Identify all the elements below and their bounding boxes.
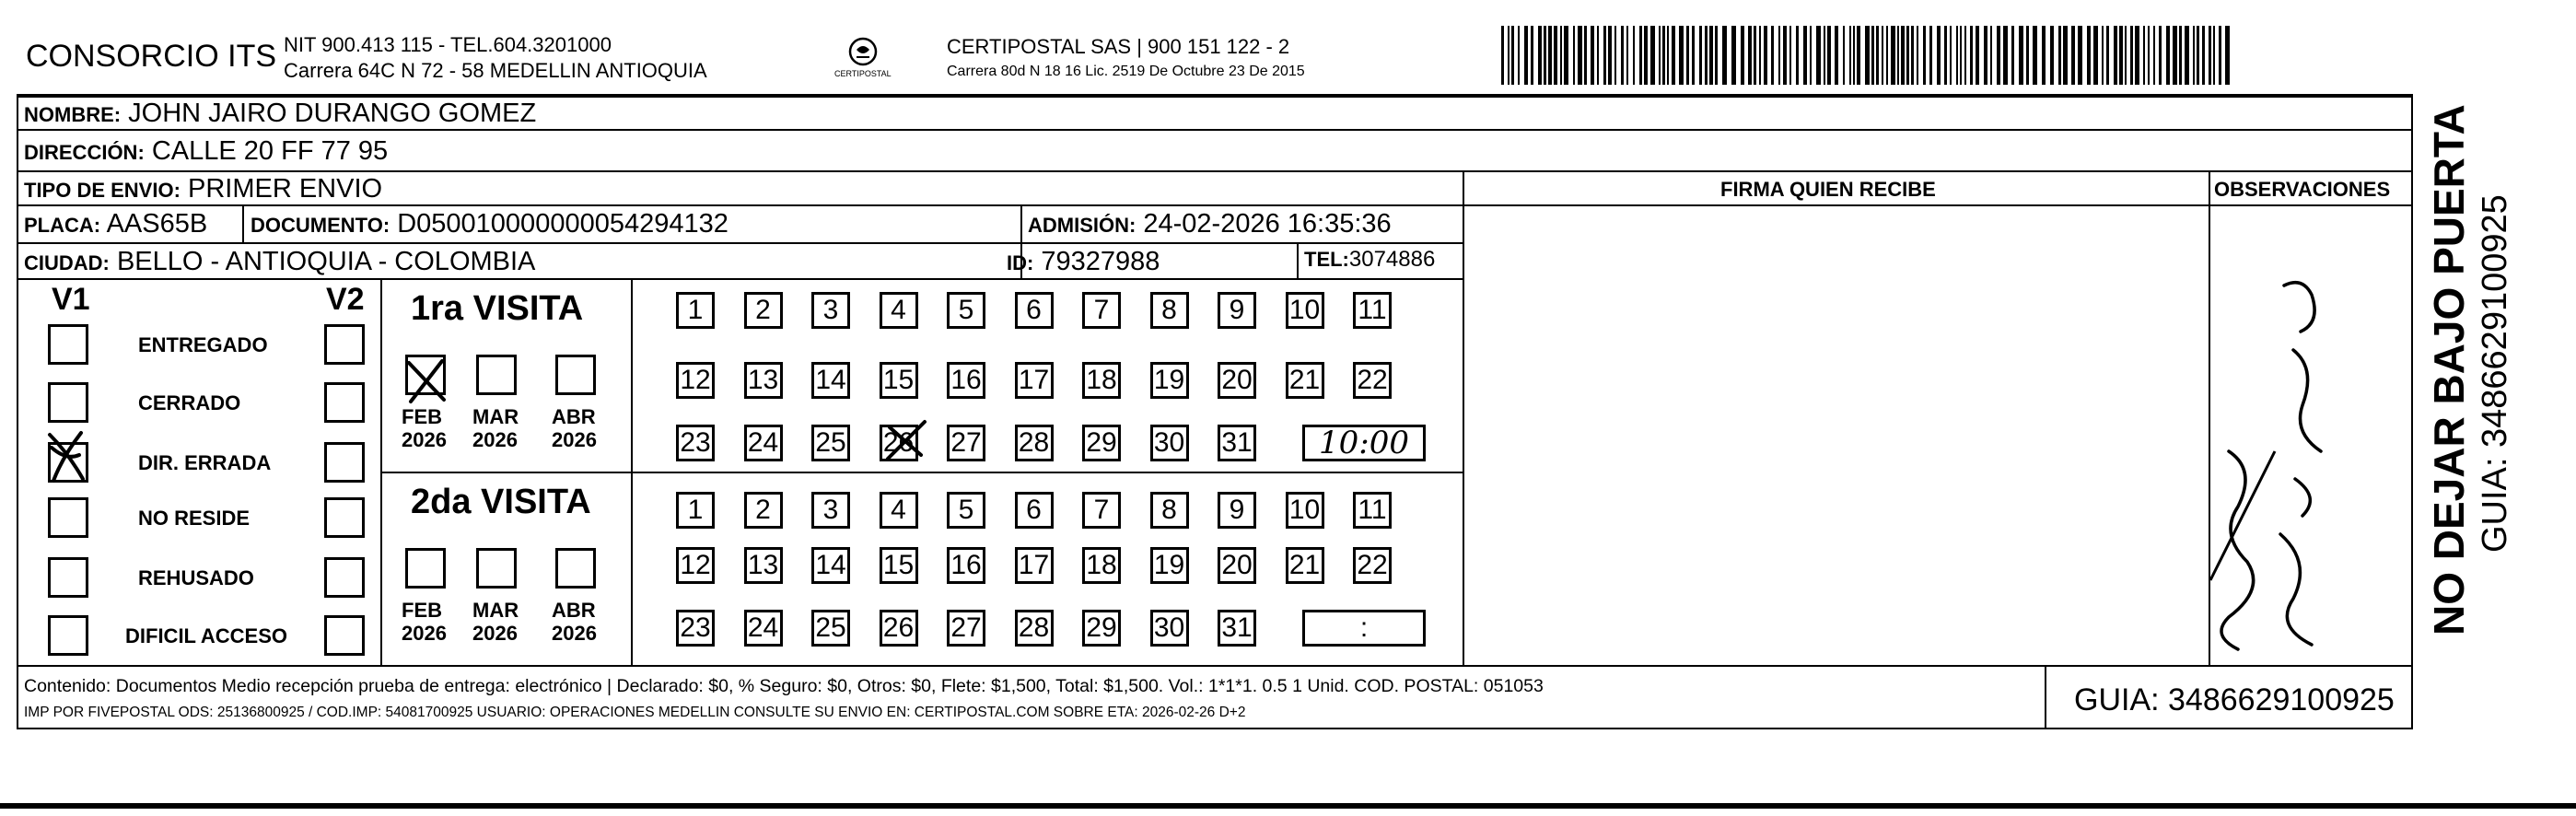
- placa-label: PLACA:: [24, 214, 101, 237]
- day-box[interactable]: 27: [947, 425, 985, 461]
- tipo-row: [24, 176, 382, 203]
- company-name: CONSORCIO ITS: [26, 39, 277, 74]
- day-box[interactable]: 7: [1082, 492, 1121, 529]
- signature: [2192, 267, 2376, 654]
- day-box[interactable]: 26: [880, 610, 918, 647]
- v1-checkbox[interactable]: [48, 382, 88, 423]
- day-box[interactable]: 31: [1218, 610, 1256, 647]
- time-box[interactable]: :: [1302, 610, 1426, 647]
- left-border: [17, 94, 18, 729]
- month-checkbox[interactable]: [476, 355, 517, 395]
- firma-header: FIRMA QUIEN RECIBE: [1720, 178, 1936, 201]
- tel-row: [1304, 249, 1435, 271]
- certipostal-logo: [831, 35, 895, 81]
- ciudad-value: BELLO - ANTIOQUIA - COLOMBIA: [116, 247, 536, 276]
- month-name: MAR: [472, 599, 519, 622]
- day-box[interactable]: 6: [1015, 292, 1054, 329]
- day-box[interactable]: 30: [1150, 425, 1189, 461]
- day-box[interactable]: 10: [1286, 492, 1324, 529]
- month-name: MAR: [472, 405, 519, 428]
- day-26-cross-mark: [884, 418, 928, 464]
- cut-line: [0, 803, 2576, 809]
- tipo-value: PRIMER ENVIO: [187, 174, 383, 204]
- side-title: NO DEJAR BAJO PUERTA: [2425, 104, 2473, 635]
- nombre-value: JOHN JAIRO DURANGO GOMEZ: [128, 99, 537, 128]
- month-year: 2026: [552, 428, 597, 451]
- v2-checkbox[interactable]: [324, 442, 365, 483]
- day-box[interactable]: 24: [744, 425, 783, 461]
- v2-checkbox[interactable]: [324, 324, 365, 365]
- id-row: [1007, 249, 1160, 275]
- barcode: [1501, 26, 2233, 85]
- second-visit-title: 2da VISITA: [411, 483, 591, 521]
- month-year: 2026: [472, 622, 518, 645]
- documento-value: D050010000000054294132: [397, 209, 729, 239]
- tipo-label: TIPO DE ENVIO:: [24, 179, 181, 202]
- status-label: REHUSADO: [138, 566, 254, 589]
- placa-value: AAS65B: [106, 209, 208, 239]
- day-box[interactable]: 28: [1015, 610, 1054, 647]
- time-box-handwritten[interactable]: 10:00: [1302, 425, 1426, 461]
- v2-checkbox[interactable]: [324, 557, 365, 598]
- day-box[interactable]: 13: [744, 362, 783, 399]
- v2-checkbox[interactable]: [324, 497, 365, 538]
- status-label: CERRADO: [138, 391, 241, 414]
- day-box[interactable]: 23: [676, 610, 715, 647]
- right-border: [2411, 94, 2413, 729]
- day-box[interactable]: 20: [1218, 362, 1256, 399]
- footer-line1: Contenido: Documentos Medio recepción prueba de entrega: electrónico | Declarado: $0, % Seguro: $0, Otros: $0, Flete: $1,500, Total: $1,500. Vol.: 1*1*1. 0.5 1 Unid. COD. POSTAL: 051053: [24, 676, 1544, 696]
- ciudad-row: [24, 249, 535, 275]
- id-value: 79327988: [1041, 247, 1160, 276]
- day-box[interactable]: 30: [1150, 610, 1189, 647]
- direccion-value: CALLE 20 FF 77 95: [151, 136, 389, 166]
- day-box[interactable]: 5: [947, 292, 985, 329]
- month-year: 2026: [402, 428, 447, 451]
- day-box[interactable]: 15: [880, 547, 918, 584]
- day-box[interactable]: 11: [1353, 292, 1392, 329]
- day-box[interactable]: 21: [1286, 362, 1324, 399]
- company-nit-tel: NIT 900.413 115 - TEL.604.3201000: [284, 33, 612, 56]
- day-box[interactable]: 13: [744, 547, 783, 584]
- documento-row: [251, 211, 729, 238]
- placa-row: [24, 211, 207, 238]
- v1-label: V1: [52, 282, 90, 317]
- observaciones-header: OBSERVACIONES: [2214, 178, 2391, 201]
- day-box[interactable]: 25: [811, 425, 850, 461]
- day-box[interactable]: 16: [947, 362, 985, 399]
- month-name: FEB: [402, 405, 442, 428]
- day-box[interactable]: 25: [811, 610, 850, 647]
- day-box[interactable]: 15: [880, 362, 918, 399]
- day-box[interactable]: 23: [676, 425, 715, 461]
- first-visit-title: 1ra VISITA: [411, 289, 584, 328]
- status-label: DIFICIL ACCESO: [125, 624, 288, 647]
- admision-label: ADMISIÓN:: [1028, 214, 1136, 237]
- day-box[interactable]: 29: [1082, 425, 1121, 461]
- month-name: ABR: [552, 405, 596, 428]
- month-year: 2026: [472, 428, 518, 451]
- certipostal-line1: CERTIPOSTAL SAS | 900 151 122 - 2: [947, 35, 1290, 58]
- month-name: FEB: [402, 599, 442, 622]
- v2-label: V2: [326, 282, 365, 317]
- day-box[interactable]: 16: [947, 547, 985, 584]
- v2-checkbox[interactable]: [324, 615, 365, 656]
- day-box[interactable]: 12: [676, 547, 715, 584]
- month-year: 2026: [552, 622, 597, 645]
- v1-checkbox[interactable]: [48, 557, 88, 598]
- day-box[interactable]: 1: [676, 292, 715, 329]
- status-label: ENTREGADO: [138, 333, 268, 356]
- day-box[interactable]: 17: [1015, 547, 1054, 584]
- id-label: ID:: [1007, 251, 1034, 274]
- day-box[interactable]: 17: [1015, 362, 1054, 399]
- v1-checkbox[interactable]: [48, 324, 88, 365]
- day-box[interactable]: 9: [1218, 492, 1256, 529]
- v2-checkbox[interactable]: [324, 382, 365, 423]
- admision-row: [1028, 211, 1392, 238]
- day-box[interactable]: 11: [1353, 492, 1392, 529]
- day-box[interactable]: 14: [811, 362, 850, 399]
- header-divider: [17, 94, 2413, 98]
- day-box[interactable]: 8: [1150, 492, 1189, 529]
- tel-value: 3074886: [1348, 247, 1436, 272]
- day-box[interactable]: 2: [744, 492, 783, 529]
- day-box[interactable]: 29: [1082, 610, 1121, 647]
- day-box[interactable]: 5: [947, 492, 985, 529]
- day-box[interactable]: 8: [1150, 292, 1189, 329]
- status-label: DIR. ERRADA: [138, 451, 272, 474]
- day-box[interactable]: 10: [1286, 292, 1324, 329]
- side-guia: GUIA: 3486629100925: [2476, 194, 2514, 553]
- month-checkbox[interactable]: [555, 548, 596, 589]
- month-checkbox[interactable]: [476, 548, 517, 589]
- footer-guia: GUIA: 3486629100925: [2074, 682, 2395, 717]
- day-box[interactable]: 20: [1218, 547, 1256, 584]
- day-box[interactable]: 31: [1218, 425, 1256, 461]
- day-box[interactable]: 3: [811, 292, 850, 329]
- nombre-label: NOMBRE:: [24, 103, 122, 126]
- status-label: NO RESIDE: [138, 507, 251, 530]
- v1-checkbox[interactable]: [48, 615, 88, 656]
- month-checkbox[interactable]: [555, 355, 596, 395]
- feb-check-mark: [402, 357, 457, 407]
- month-year: 2026: [402, 622, 447, 645]
- direccion-row: [24, 138, 388, 165]
- day-box[interactable]: 12: [676, 362, 715, 399]
- admision-value: 24-02-2026 16:35:36: [1143, 209, 1392, 239]
- direccion-label: DIRECCIÓN:: [24, 141, 145, 164]
- documento-label: DOCUMENTO:: [251, 214, 390, 237]
- v1-checkbox[interactable]: [48, 497, 88, 538]
- month-name: ABR: [552, 599, 596, 622]
- company-address: Carrera 64C N 72 - 58 MEDELLIN ANTIOQUIA: [284, 59, 707, 82]
- day-box[interactable]: 22: [1353, 547, 1392, 584]
- dir-errada-check-mark: [44, 429, 96, 484]
- day-box[interactable]: 9: [1218, 292, 1256, 329]
- day-box[interactable]: 21: [1286, 547, 1324, 584]
- tel-label: TEL:: [1304, 248, 1349, 271]
- day-box[interactable]: 19: [1150, 547, 1189, 584]
- day-box[interactable]: 22: [1353, 362, 1392, 399]
- day-box[interactable]: 1: [676, 492, 715, 529]
- day-box[interactable]: 27: [947, 610, 985, 647]
- day-box[interactable]: 18: [1082, 547, 1121, 584]
- day-box[interactable]: 14: [811, 547, 850, 584]
- day-box[interactable]: 26: [880, 425, 918, 461]
- day-box[interactable]: 28: [1015, 425, 1054, 461]
- day-box[interactable]: 6: [1015, 492, 1054, 529]
- day-box[interactable]: 3: [811, 492, 850, 529]
- month-checkbox[interactable]: [405, 548, 446, 589]
- day-box[interactable]: 18: [1082, 362, 1121, 399]
- logo-text: CERTIPOSTAL: [834, 69, 892, 78]
- day-box[interactable]: 7: [1082, 292, 1121, 329]
- day-box[interactable]: 19: [1150, 362, 1189, 399]
- ciudad-label: CIUDAD:: [24, 251, 110, 274]
- footer-line2: IMP POR FIVEPOSTAL ODS: 25136800925 / COD.IMP: 54081700925 USUARIO: OPERACIONES MEDELLIN CONSULTE SU ENVIO EN: CERTIPOSTAL.COM SOBRE ETA: 2026-02-26 D+2: [24, 705, 1246, 720]
- bottom-border: [17, 728, 2413, 729]
- day-box[interactable]: 2: [744, 292, 783, 329]
- nombre-row: [24, 100, 536, 127]
- day-box[interactable]: 24: [744, 610, 783, 647]
- day-box[interactable]: 4: [880, 492, 918, 529]
- day-box[interactable]: 4: [880, 292, 918, 329]
- certipostal-line2: Carrera 80d N 18 16 Lic. 2519 De Octubre 23 De 2015: [947, 64, 1305, 79]
